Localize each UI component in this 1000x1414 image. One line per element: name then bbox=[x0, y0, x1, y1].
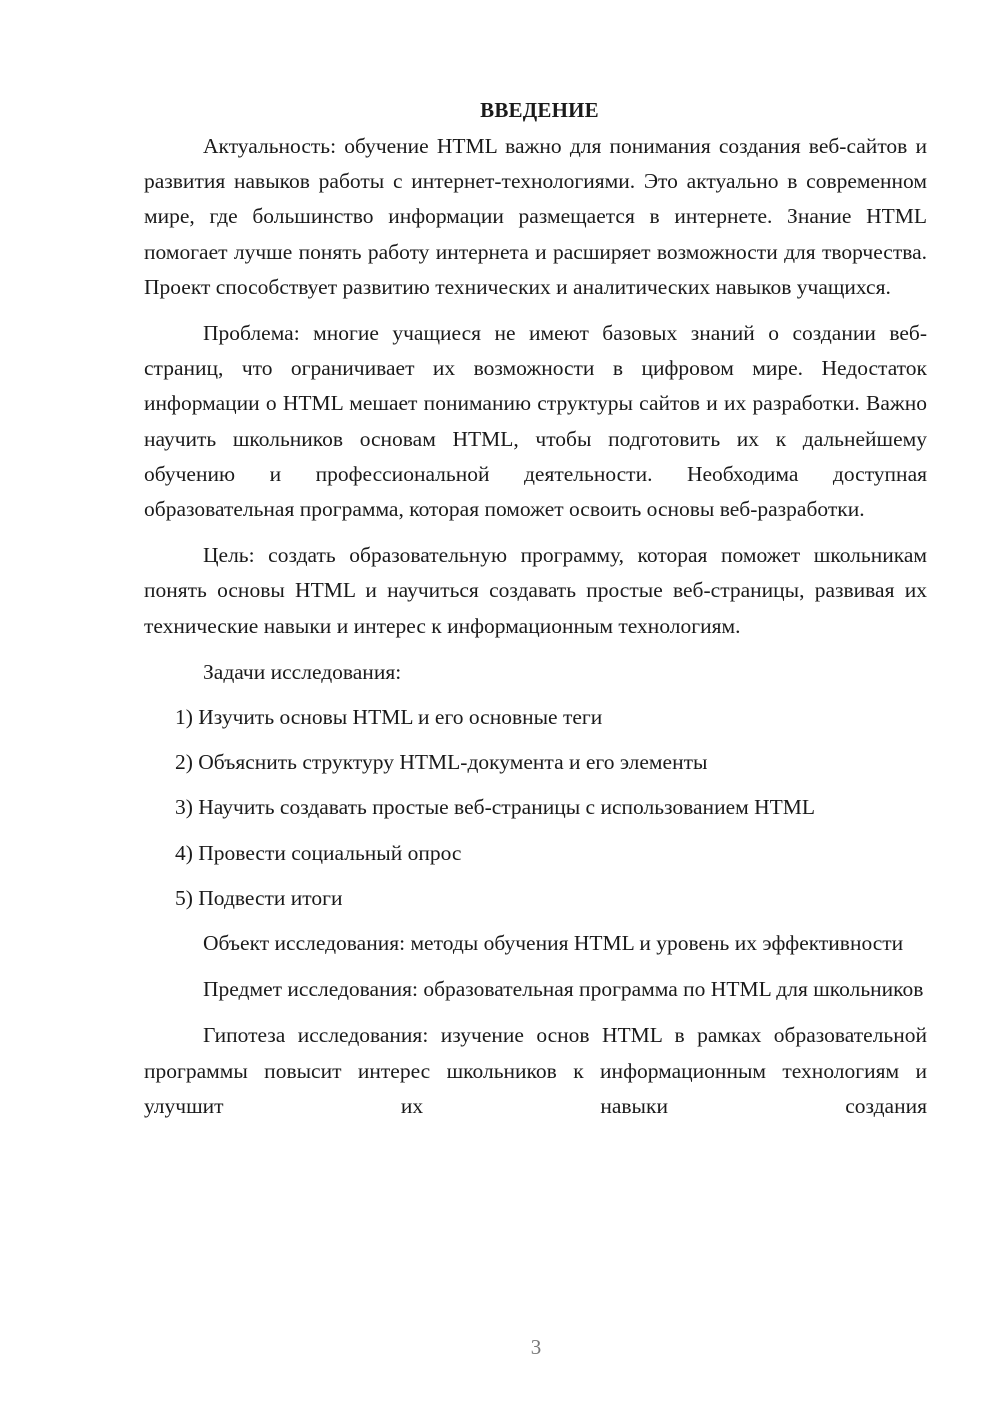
relevance-paragraph: Актуальность: обучение HTML важно для понимания создания веб-сайтов и развития навыков работы с интернет-технологиями. Это актуально в современном мире, где большинство информации размещается в интернете. Знание HTML помогает лучше понять работу интернета и расширяет возможности для творчества. Проект способствует развитию технических и аналитических навыков учащихся. bbox=[144, 134, 927, 299]
task-item: 5) Подвести итоги bbox=[175, 885, 343, 910]
page-number: 3 bbox=[530, 1335, 542, 1359]
tasks-list bbox=[144, 700, 927, 916]
hypothesis-paragraph: Гипотеза исследования: изучение основ HTML в рамках образовательной программы повысит интерес школьников к информационным технологиям и улучшит их навыки создания bbox=[144, 1023, 927, 1118]
task-item: 4) Провести социальный опрос bbox=[175, 840, 462, 865]
goal-paragraph: Цель: создать образовательную программу, которая поможет школьникам понять основы HTML и научиться создавать простые веб-страницы, развивая их технические навыки и интерес к информационным технологиям. bbox=[144, 543, 927, 638]
task-item: 1) Изучить основы HTML и его основные теги bbox=[175, 705, 603, 730]
problem-paragraph: Проблема: многие учащиеся не имеют базовых знаний о создании веб-страниц, что ограничивает их возможности в цифровом мире. Недостаток информации о HTML мешает пониманию структуры сайтов и их разработки. Важно научить школьников основам HTML, чтобы подготовить их к дальнейшему обучению и профессиональной деятельности. Необходима доступная образовательная программа, которая поможет освоить основы веб-разработки. bbox=[144, 321, 927, 522]
task-item: 2) Объяснить структуру HTML-документа и его элементы bbox=[175, 750, 708, 775]
document-page bbox=[144, 93, 927, 1124]
task-item: 3) Научить создавать простые веб-страницы с использованием HTML bbox=[175, 795, 816, 820]
tasks-heading: Задачи исследования: bbox=[203, 659, 402, 684]
subject-paragraph: Предмет исследования: образовательная программа по HTML для школьников bbox=[203, 977, 924, 1002]
object-paragraph: Объект исследования: методы обучения HTML и уровень их эффективности bbox=[203, 931, 904, 956]
section-title: ВВЕДЕНИЕ bbox=[480, 98, 599, 122]
